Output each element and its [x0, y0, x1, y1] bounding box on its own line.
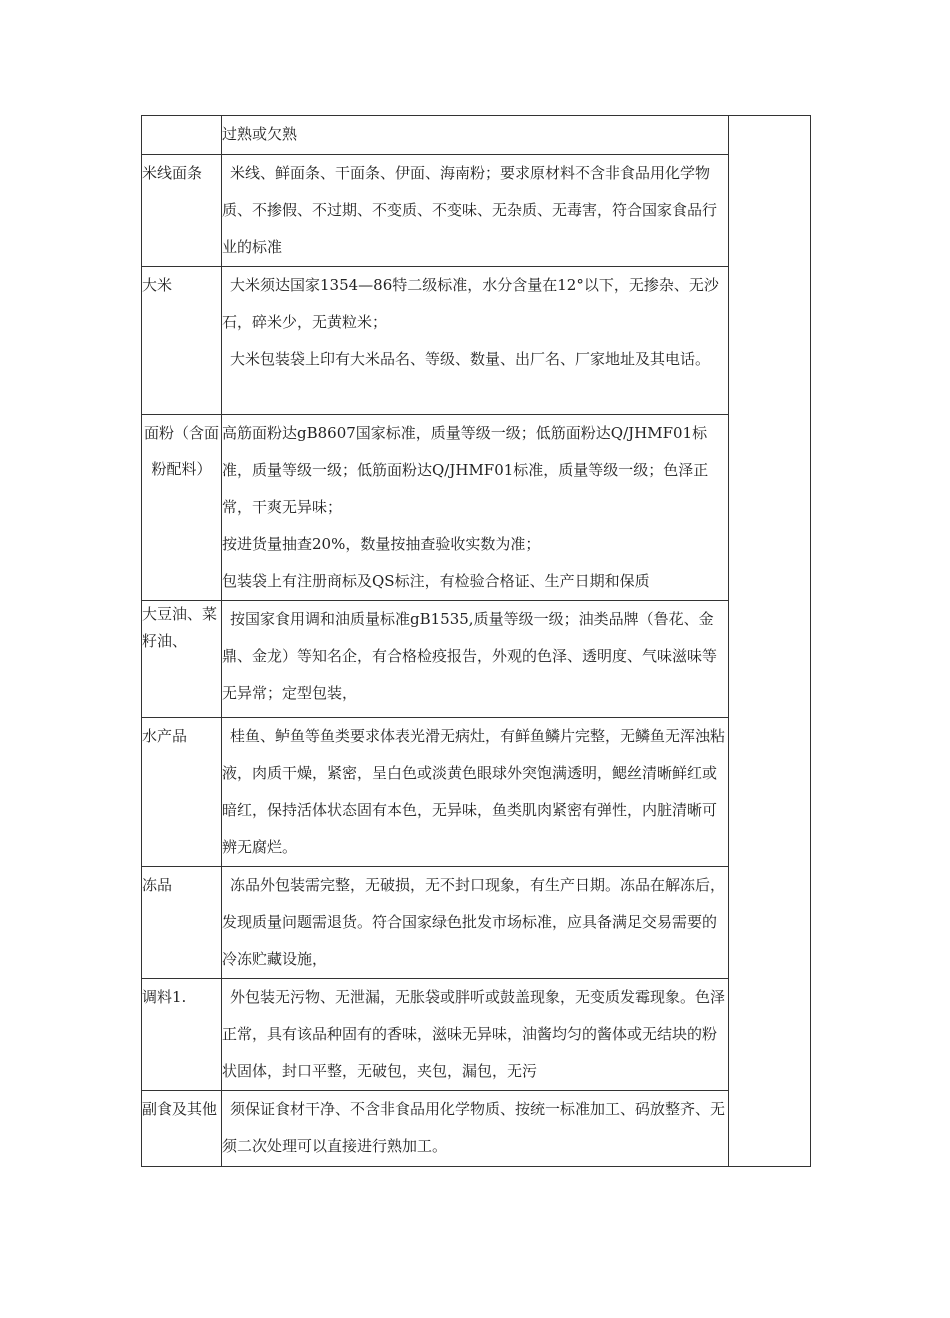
category-cell: 面粉（含面粉配料）: [142, 415, 222, 601]
description-line: 高筋面粉达gB8607国家标准，质量等级一级；低筋面粉达Q/JHMF01标准，质量等级一级；低筋面粉达Q/JHMF01标准，质量等级一级；色泽正常，干爽无异味；: [222, 424, 709, 516]
description-line: 按国家食用调和油质量标准gB1535,质量等级一级；油类品牌（鲁花、金鼎、金龙）等知名企，有合格检疫报告，外观的色泽、透明度、气味滋味等无异常；定型包装，: [222, 610, 718, 702]
description-cell: [222, 1091, 729, 1167]
description-cell: [222, 601, 729, 718]
category-cell: 米线面条: [142, 155, 222, 267]
table-row: [142, 415, 811, 601]
table-row: [142, 155, 811, 267]
table-row: [142, 601, 811, 718]
remarks-column: [729, 116, 811, 1167]
category-cell: 水产品: [142, 718, 222, 867]
table-row: [142, 116, 811, 155]
table-row: [142, 867, 811, 979]
description-cell: [222, 979, 729, 1091]
description-line: 外包装无污物、无泄漏，无胀袋或胖听或鼓盖现象，无变质发霉现象。色泽正常，具有该品种固有的香味，滋味无异味，油酱均匀的酱体或无结块的粉状固体，封口平整，无破包，夹包，漏包，无污: [222, 988, 726, 1080]
category-cell: 副食及其他: [142, 1091, 222, 1167]
description-line: 米线、鲜面条、干面条、伊面、海南粉；要求原材料不含非食品用化学物质、不掺假、不过期、不变质、不变味、无杂质、无毒害，符合国家食品行业的标准: [222, 164, 718, 256]
description-cell: [222, 116, 729, 155]
description-line: 大米包装袋上印有大米品名、等级、数量、出厂名、厂家地址及其电话。: [230, 350, 711, 368]
table-row: [142, 718, 811, 867]
category-cell: 大豆油、菜籽油、: [142, 601, 222, 718]
description-line: 冻品外包装需完整，无破损，无不封口现象，有生产日期。冻品在解冻后，发现质量问题需退货。符合国家绿色批发市场标准，应具备满足交易需要的冷冻贮藏设施，: [222, 876, 726, 968]
category-cell: [142, 116, 222, 155]
description-line: 按进货量抽查20%，数量按抽查验收实数为准；: [222, 535, 541, 553]
category-cell: 调料1.: [142, 979, 222, 1091]
category-cell: 大米: [142, 267, 222, 415]
category-cell: 冻品: [142, 867, 222, 979]
description-cell: [222, 267, 729, 415]
description-cell: [222, 718, 729, 867]
description-line: 须保证食材干净、不含非食品用化学物质、按统一标准加工、码放整齐、无须二次处理可以直接进行熟加工。: [222, 1100, 726, 1155]
description-line: 桂鱼、鲈鱼等鱼类要求体表光滑无病灶，有鲜鱼鳞片完整，无鳞鱼无浑浊粘液，肉质干燥，紧密，呈白色或淡黄色眼球外突饱满透明，鳃丝清晰鲜红或暗红，保持活体状态固有本色，无异味，鱼类肌肉紧密有弹性，内脏清晰可辨无腐烂。: [222, 727, 726, 856]
table-row: [142, 1091, 811, 1167]
description-line: 大米须达国家1354—86特二级标准，水分含量在12°以下，无掺杂、无沙石，碎米少，无黄粒米；: [222, 276, 719, 331]
description-cell: [222, 155, 729, 267]
description-cell: [222, 867, 729, 979]
table-row: [142, 267, 811, 415]
description-cell: [222, 415, 729, 601]
description-line: 过熟或欠熟: [222, 125, 298, 143]
description-line: 包装袋上有注册商标及QS标注，有检验合格证、生产日期和保质: [222, 572, 650, 590]
table-row: [142, 979, 811, 1091]
food-standards-table: [141, 115, 811, 1167]
